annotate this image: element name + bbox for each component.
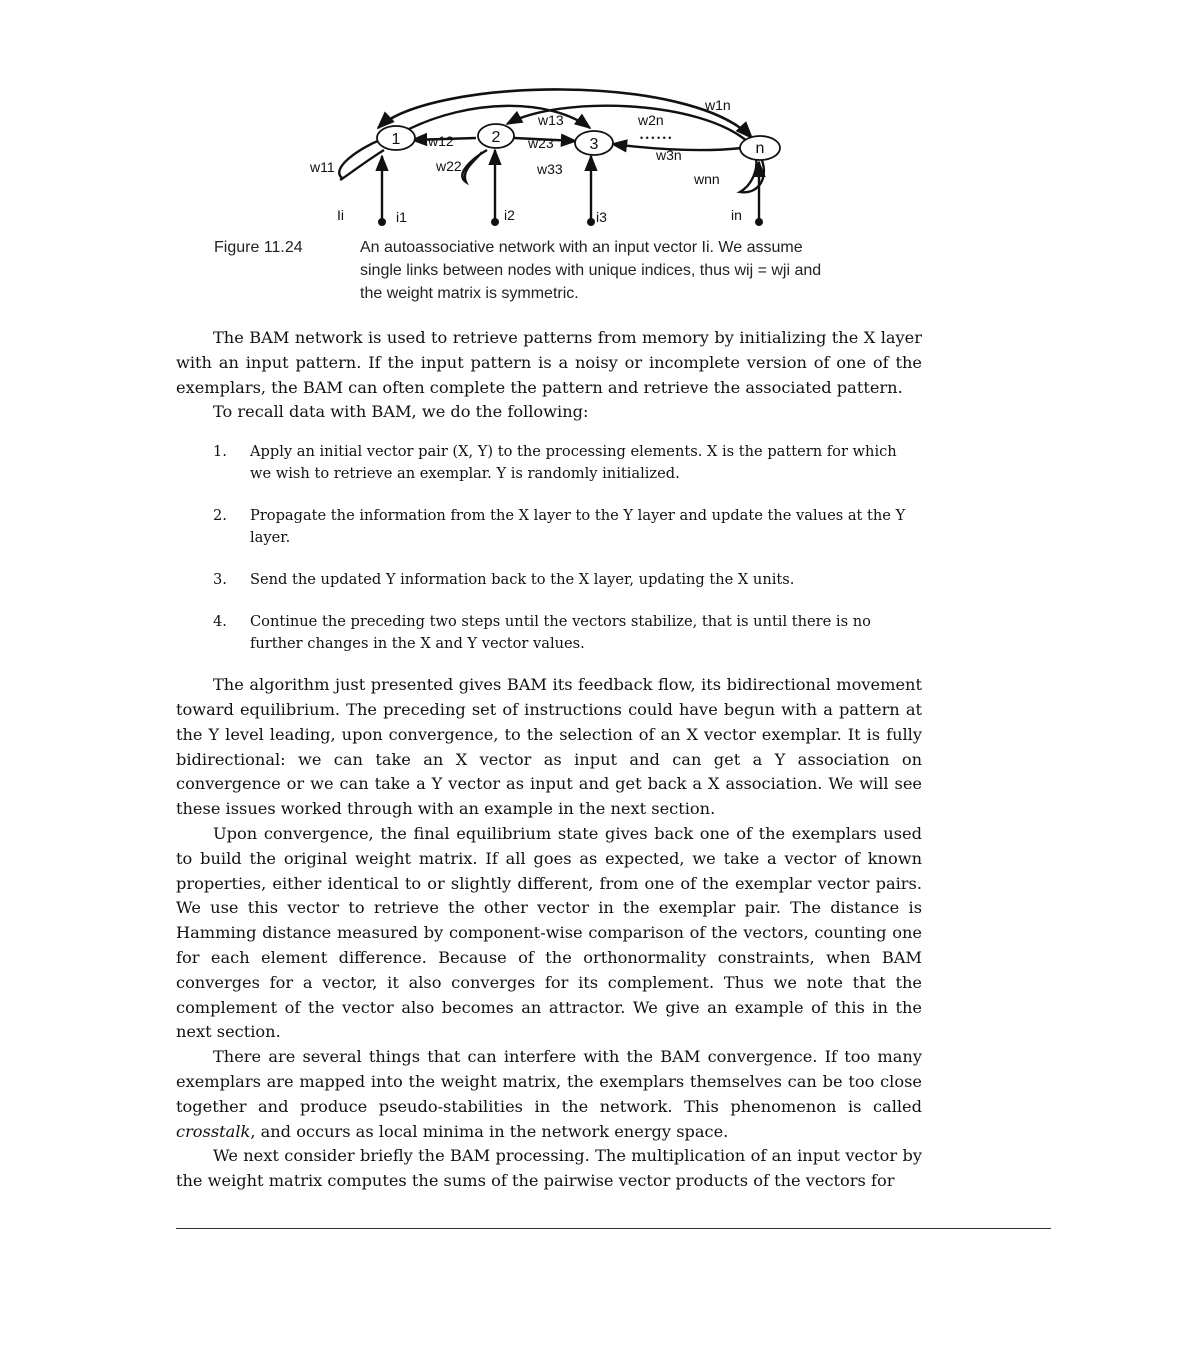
weight-w1n: w1n [705, 97, 731, 113]
list-item [176, 569, 922, 591]
recall-steps-list [176, 441, 922, 655]
input-dot-2 [491, 218, 499, 226]
caption-text: An autoassociative network with an input vector Ii. We assume single links between nodes with unique indices, thus wij = wji and the weight matrix is symmetric. [360, 239, 822, 302]
paragraph-1: The BAM network is used to retrieve patterns from memory by initializing the X layer with an input pattern. If the input pattern is a noisy or incomplete version of one of the exemplars, the BAM can often complete the pattern and retrieve the associated pattern. [176, 328, 922, 397]
weight-w2n: w2n [638, 112, 664, 128]
input-dot-3 [587, 218, 595, 226]
autoassociative-network-figure [300, 78, 800, 230]
paragraph-5-end: , and occurs as local minima in the network energy space. [250, 1121, 729, 1141]
paragraph-5-start: There are several things that can interfere with the BAM convergence. If too many exemplars are mapped into the weight matrix, the exemplars themselves can be too close together and produce pseudo-stabilities in the network. This phenomenon is called [176, 1047, 922, 1116]
input-dot-1 [378, 218, 386, 226]
node-1-label: 1 [391, 131, 401, 148]
list-item [176, 611, 922, 655]
input-label-1: i1 [396, 209, 407, 225]
paragraph-6: We next consider briefly the BAM processing. The multiplication of an input vector by the weight matrix computes the sums of the pairwise vector products of the vectors for [176, 1146, 922, 1191]
paragraph-4: Upon convergence, the final equilibrium state gives back one of the exemplars used to build the original weight matrix. If all goes as expected, we take a vector of known properties, either identical to or slightly different, from one of the exemplar vector pairs. We use this vector to retrieve the other vector in the exemplar pair. The distance is Hamming distance measured by component-wise comparison of the vectors, counting one for each element difference. Because of the orthonormality constraints, when BAM converges for a vector, it also converges for its complement. Thus we note that the complement of the vector also becomes an attractor. We give an example of this in the next section. [176, 823, 922, 1042]
list-item-text: Propagate the information from the X layer to the Y layer and update the values at the Y layer. [250, 507, 906, 547]
weight-w33: w33 [537, 161, 563, 177]
weight-w12: w12 [428, 133, 454, 149]
weight-w13: w13 [538, 112, 564, 128]
list-item-number: 3. [213, 571, 227, 589]
list-item-text: Continue the preceding two steps until the vectors stabilize, that is until there is no further changes in the X and Y vector values. [250, 613, 871, 653]
self-loop-1 [339, 140, 384, 179]
paragraph-5 [176, 1045, 922, 1144]
paragraph-3: The algorithm just presented gives BAM its feedback flow, its bidirectional movement toward equilibrium. The preceding set of instructions could have begun with a pattern at the Y level leading, upon convergence, to the selection of an X vector exemplar. It is fully bidirectional: we can take an X vector as input and can get a Y association on convergence or we can take a Y vector as input and get back a X association. We will see these issues worked through with an example in the next section. [176, 675, 922, 819]
node-3-label: 3 [589, 136, 599, 153]
footer-rule [176, 1228, 1051, 1229]
input-label-2: i2 [504, 207, 515, 223]
weight-w3n: w3n [656, 147, 682, 163]
weight-w22: w22 [436, 158, 462, 174]
caption-label: Figure 11.24 [214, 239, 303, 256]
list-item-number: 4. [213, 613, 227, 631]
ellipsis-dots: • • • • • • [640, 133, 672, 143]
body-text [176, 326, 922, 1194]
weight-w11: w11 [310, 159, 335, 175]
node-n-label: n [755, 140, 765, 157]
weight-w23: w23 [528, 135, 554, 151]
self-loop-n [740, 156, 764, 192]
node-2-label: 2 [491, 129, 501, 146]
input-vector-label: Ii [337, 207, 344, 223]
list-item-number: 1. [213, 443, 227, 461]
self-loop-2 [462, 150, 487, 182]
input-label-3: i3 [596, 209, 607, 225]
list-item-number: 2. [213, 507, 227, 525]
list-item-text: Send the updated Y information back to the X layer, updating the X units. [250, 571, 795, 589]
weight-wnn: wnn [694, 171, 720, 187]
list-item [176, 505, 922, 549]
list-item-text: Apply an initial vector pair (X, Y) to the processing elements. X is the pattern for which we wish to retrieve an exemplar. Y is randomly initialized. [250, 443, 897, 483]
input-label-n: in [731, 207, 742, 223]
crosstalk-term: crosstalk [176, 1121, 251, 1141]
input-dot-n [755, 218, 763, 226]
paragraph-2: To recall data with BAM, we do the following: [213, 402, 589, 422]
list-item [176, 441, 922, 485]
